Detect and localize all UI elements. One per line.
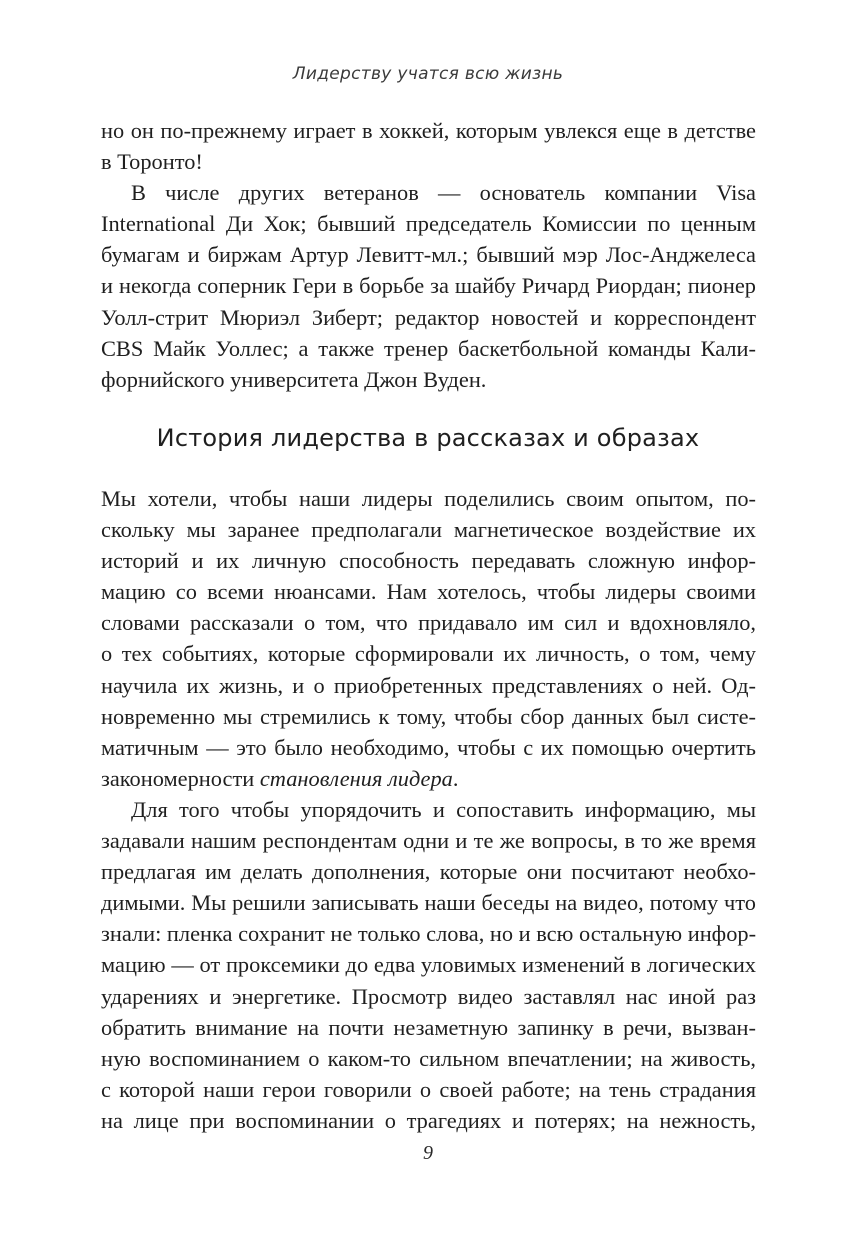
text-line: скольку мы заранее предполагали магнетическое воздействие их	[101, 517, 756, 543]
text-line: матичным — это было необходимо, чтобы с их помощью очертить	[101, 734, 756, 760]
text-line: задавали нашим респондентам одни и те же вопросы, в то же время	[101, 828, 756, 854]
text-fragment: .	[452, 765, 459, 791]
text-line: мацию — от проксемики до едва уловимых изменений в логических	[101, 952, 756, 978]
text-line-with-emphasis	[101, 763, 756, 794]
page-number: 9	[423, 1142, 433, 1164]
paragraph-start-line: Для того чтобы упорядочить и сопоставить информацию, мы	[131, 796, 756, 822]
text-line: словами рассказали о том, что придавало им сил и вдохновляло,	[101, 610, 756, 636]
text-line: в Торонто!	[101, 149, 203, 175]
text-line: научила их жизнь, и о приобретенных представлениях о ней. Од-	[101, 672, 756, 698]
text-line: International Ди Хок; бывший председатель Комиссии по ценным	[101, 211, 756, 237]
text-line: обратить внимание на почти незаметную запинку в речи, вызван-	[101, 1014, 756, 1040]
running-header-title: Лидерству учатся всю жизнь	[292, 64, 564, 84]
paragraph-start-line: В числе других ветеранов — основатель компании Visa	[131, 180, 756, 206]
text-line: с которой наши герои говорили о своей работе; на тень страдания	[101, 1076, 756, 1102]
text-line: ударениях и энергетике. Просмотр видео заставлял нас иной раз	[101, 983, 756, 1009]
text-line: о тех событиях, которые сформировали их личность, о том, чему	[101, 641, 756, 667]
text-line: новременно мы стремились к тому, чтобы сбор данных был систе-	[101, 703, 756, 729]
text-line: форнийского университета Джон Вуден.	[101, 366, 487, 392]
text-line: и некогда соперник Гери в борьбе за шайбу Ричард Риордан; пионер	[101, 273, 756, 299]
text-line: Мы хотели, чтобы наши лидеры поделились своим опытом, по-	[101, 486, 756, 511]
text-line: но он по-прежнему играет в хоккей, которым увлекся еще в детстве	[101, 118, 756, 143]
text-line: знали: пленка сохранит не только слова, но и всю остальную инфор-	[101, 921, 757, 947]
text-line: на лице при воспоминании о трагедиях и потерях; на нежность,	[101, 1107, 756, 1133]
section-body	[101, 483, 756, 1136]
text-line: CBS Майк Уоллес; а также тренер баскетбольной команды Кали-	[101, 335, 756, 361]
text-line: бумагам и биржам Артур Левитт-мл.; бывший мэр Лос-Анджелеса	[101, 242, 756, 268]
text-line: мацию со всеми нюансами. Нам хотелось, чтобы лидеры своими	[101, 579, 756, 605]
text-fragment: закономерности	[101, 765, 260, 791]
emphasized-phrase: становления лидера	[259, 765, 453, 791]
text-line: димыми. Мы решили записывать наши беседы на видео, потому что	[101, 890, 756, 916]
text-line: ную воспоминанием о каком-то сильном впечатлении; на живость,	[101, 1045, 756, 1071]
text-line: историй и их личную способность передавать сложную инфор-	[101, 548, 756, 574]
text-line: предлагая им делать дополнения, которые они посчитают необхо-	[101, 859, 756, 885]
intro-text	[101, 115, 756, 395]
text-line: Уолл-стрит Мюриэл Зиберт; редактор новостей и корреспондент	[101, 304, 756, 330]
section-heading: История лидерства в рассказах и образах	[156, 424, 700, 452]
